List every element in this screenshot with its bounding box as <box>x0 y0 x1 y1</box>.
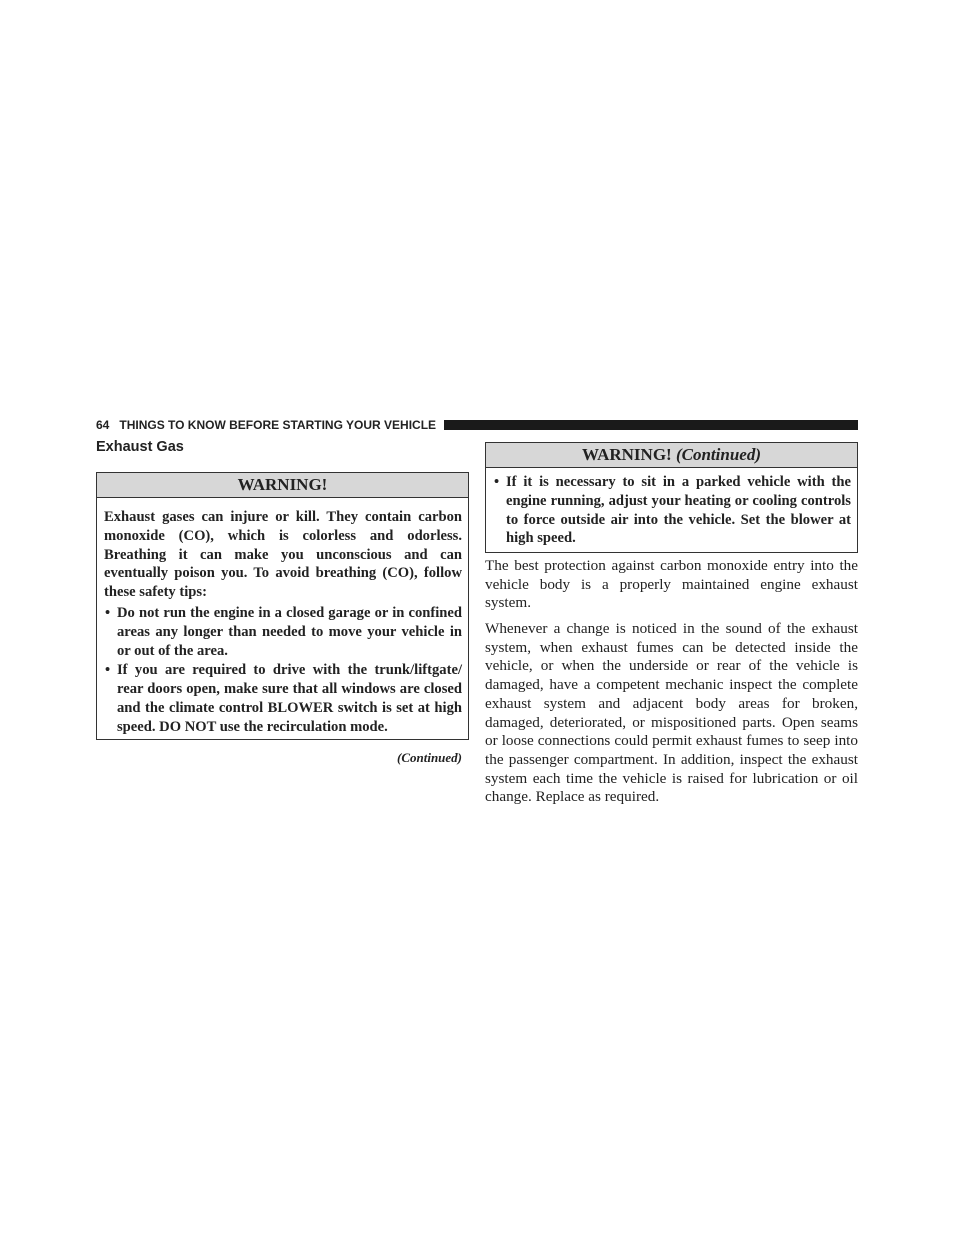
warning-body <box>97 498 468 743</box>
section-title: Exhaust Gas <box>96 439 184 455</box>
warning-bullet: • If you are required to drive with the trunk/liftgate/ rear doors open, make sure that all windows are closed and the climate control BLOWER switch is set at high speed. DO NOT use the recirculation mode. <box>104 661 462 736</box>
continued-note: (Continued) <box>396 750 462 765</box>
chapter-title: THINGS TO KNOW BEFORE STARTING YOUR VEHICLE <box>119 418 437 432</box>
warning-box <box>96 472 469 740</box>
warning-continued-body <box>486 468 857 554</box>
warning-bullet: • Do not run the engine in a closed garage or in confined areas any longer than needed to move your vehicle in or out of the area. <box>104 604 462 660</box>
warning-bullet: • If it is necessary to sit in a parked vehicle with the engine running, adjust your heating or cooling controls to force outside air into the vehicle. Set the blower at high speed. <box>493 473 851 548</box>
page-number: 64 <box>96 418 110 432</box>
warning-title: WARNING! <box>97 473 468 498</box>
warning-continued-label: WARNING! <box>581 445 672 464</box>
body-paragraph: The best protection against carbon monoxide entry into the vehicle body is a properly maintained engine exhaust system. <box>485 557 858 612</box>
body-paragraph: Whenever a change is noticed in the sound of the exhaust system, when exhaust fumes can be detected inside the vehicle, or when the underside or rear of the vehicle is damaged, have a competent mechanic inspect the complete exhaust system and adjacent body areas for broken, damaged, deteriorated, or mispositioned parts. Open seams or loose connections could permit exhaust fumes to seep into the passenger compartment. In addition, inspect the exhaust system each time the vehicle is raised for lubrication or oil change. Replace as required. <box>485 620 858 806</box>
warning-continued-box <box>485 442 858 553</box>
header-rule <box>444 420 858 430</box>
warning-continued-title <box>486 443 857 468</box>
warning-continued-suffix: (Continued) <box>675 445 761 464</box>
warning-intro: Exhaust gases can injure or kill. They contain carbon monoxide (CO), which is colorless and odorless. Breathing it can make you unconscious and can eventually poison you. To avoid breathing (CO), follow these safety tips: <box>104 509 462 601</box>
page-header <box>96 417 858 433</box>
